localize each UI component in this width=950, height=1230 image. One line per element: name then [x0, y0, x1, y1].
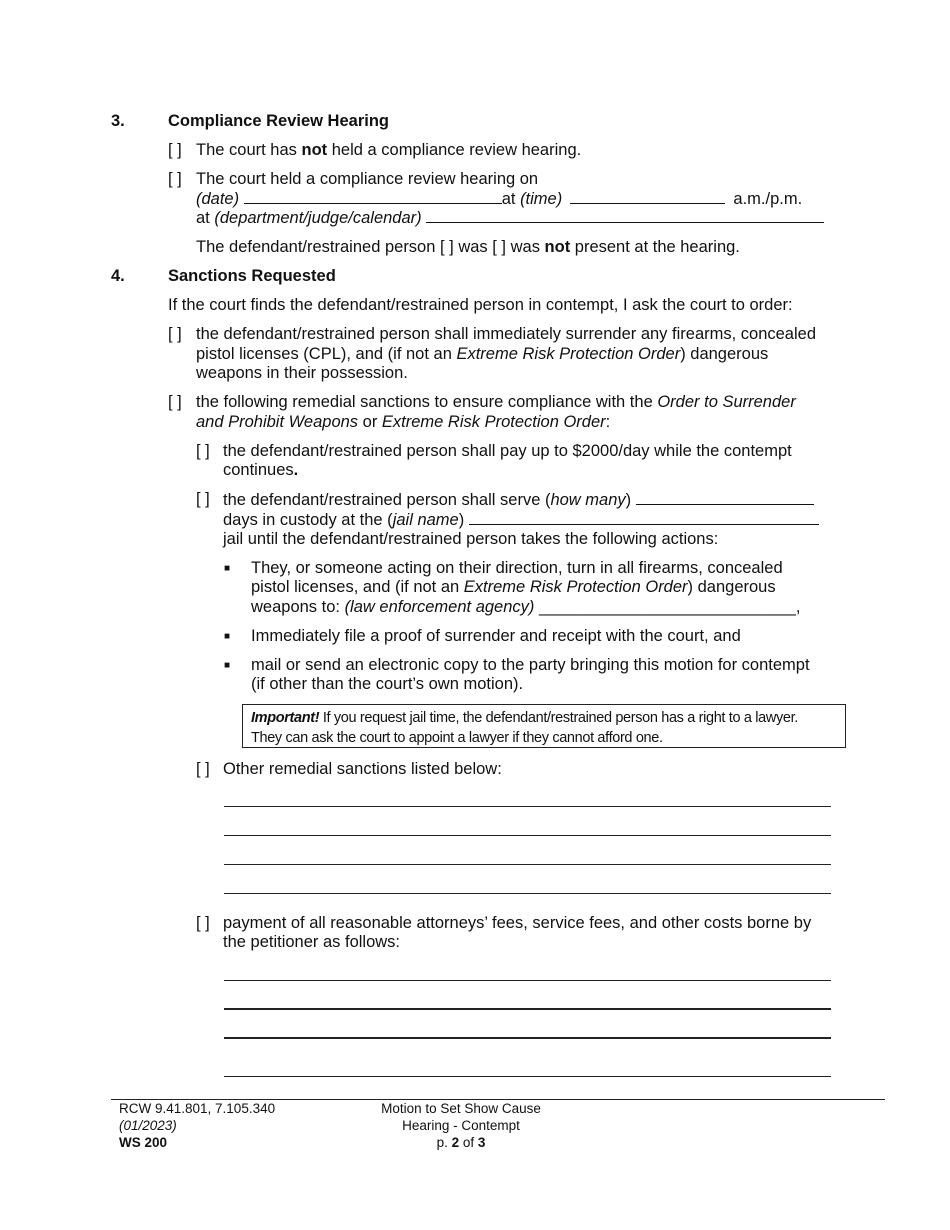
fees-line-1: payment of all reasonable attorneys’ fees, service fees, and other costs borne by	[223, 914, 812, 932]
section-3-number: 3.	[111, 112, 125, 130]
fees-line-2: the petitioner as follows:	[223, 933, 401, 951]
days-blank[interactable]	[636, 490, 814, 505]
not-held-text: The court has not held a compliance review hearing.	[196, 141, 582, 159]
checkbox-not-held[interactable]: [ ]	[168, 141, 182, 159]
fees-line-blank-2[interactable]	[224, 1008, 831, 1010]
footer-center	[361, 1100, 561, 1151]
important-line-2: They can ask the court to appoint a lawyer if they cannot afford one.	[251, 730, 663, 746]
other-line-3[interactable]	[224, 864, 831, 865]
important-label: Important!	[251, 710, 320, 726]
serve-line-3: jail until the defendant/restrained person takes the following actions:	[223, 530, 719, 548]
surrender-line-3: weapons in their possession.	[196, 364, 408, 382]
checkbox-serve[interactable]: [ ]	[196, 490, 210, 508]
fees-line-blank-3[interactable]	[224, 1037, 831, 1039]
remedial-line-1: the following remedial sanctions to ensure compliance with the Order to Surrender	[196, 393, 796, 411]
other-line-4[interactable]	[224, 893, 831, 894]
footer-rcw: RCW 9.41.801, 7.105.340	[119, 1101, 276, 1116]
surrender-line-1: the defendant/restrained person shall immediately surrender any firearms, concealed	[196, 325, 816, 343]
section-4-title: Sanctions Requested	[168, 267, 336, 285]
important-notice-box	[242, 704, 846, 748]
other-line-2[interactable]	[224, 835, 831, 836]
footer-title-line-1: Motion to Set Show Cause	[381, 1101, 541, 1116]
footer-page-number: p. 2 of 3	[436, 1135, 486, 1150]
footer-form-number: WS 200	[119, 1135, 168, 1150]
bullet-3-line-2: (if other than the court’s own motion).	[251, 675, 524, 693]
bullet-3-line-1: mail or send an electronic copy to the party bringing this motion for contempt	[251, 656, 810, 674]
other-line-1[interactable]	[224, 806, 831, 807]
date-time-row: (date) at (time) a.m./p.m.	[196, 190, 803, 208]
bullet-2-text: Immediately file a proof of surrender and receipt with the court, and	[251, 627, 741, 645]
serve-line-1: the defendant/restrained person shall serve (how many)	[223, 490, 814, 510]
jail-name-blank[interactable]	[469, 510, 819, 525]
department-row: at (department/judge/calendar)	[196, 208, 824, 228]
bullet-1-line-3: weapons to: (law enforcement agency) ____________________________,	[251, 598, 801, 616]
other-sanctions-text: Other remedial sanctions listed below:	[223, 760, 502, 778]
checkbox-pay[interactable]: [ ]	[196, 442, 210, 460]
held-text: The court held a compliance review hearing on	[196, 170, 539, 188]
bullet-1-line-1: They, or someone acting on their direction, turn in all firearms, concealed	[251, 559, 783, 577]
checkbox-fees[interactable]: [ ]	[196, 914, 210, 932]
remedial-line-2: and Prohibit Weapons or Extreme Risk Protection Order:	[196, 413, 611, 431]
present-text: The defendant/restrained person [ ] was [ ] was not present at the hearing.	[196, 238, 740, 256]
surrender-line-2: pistol licenses (CPL), and (if not an Extreme Risk Protection Order) dangerous	[196, 345, 769, 363]
fees-line-blank-1[interactable]	[224, 980, 831, 981]
pay-line-2: continues.	[223, 461, 299, 479]
sanctions-intro: If the court finds the defendant/restrained person in contempt, I ask the court to order:	[168, 296, 793, 314]
footer-left	[119, 1100, 275, 1151]
checkbox-surrender[interactable]: [ ]	[168, 325, 182, 343]
department-blank[interactable]	[426, 208, 824, 223]
checkbox-held[interactable]: [ ]	[168, 170, 182, 188]
fees-line-blank-4[interactable]	[224, 1076, 831, 1077]
bullet-2: ■	[224, 631, 231, 642]
section-4-number: 4.	[111, 267, 125, 285]
footer-title-line-2: Hearing - Contempt	[402, 1118, 520, 1133]
pay-line-1: the defendant/restrained person shall pay up to $2000/day while the contempt	[223, 442, 792, 460]
time-blank[interactable]	[570, 189, 725, 204]
bullet-1: ■	[224, 563, 231, 574]
bullet-1-line-2: pistol licenses, and (if not an Extreme Risk Protection Order) dangerous	[251, 578, 776, 596]
bullet-3: ■	[224, 660, 231, 671]
date-blank[interactable]	[244, 189, 502, 204]
checkbox-remedial[interactable]: [ ]	[168, 393, 182, 411]
section-3-title: Compliance Review Hearing	[168, 112, 389, 130]
serve-line-2: days in custody at the (jail name)	[223, 510, 819, 530]
footer-revision: (01/2023)	[119, 1118, 177, 1133]
important-line-1: If you request jail time, the defendant/restrained person has a right to a lawyer.	[319, 710, 798, 726]
checkbox-other[interactable]: [ ]	[196, 760, 210, 778]
